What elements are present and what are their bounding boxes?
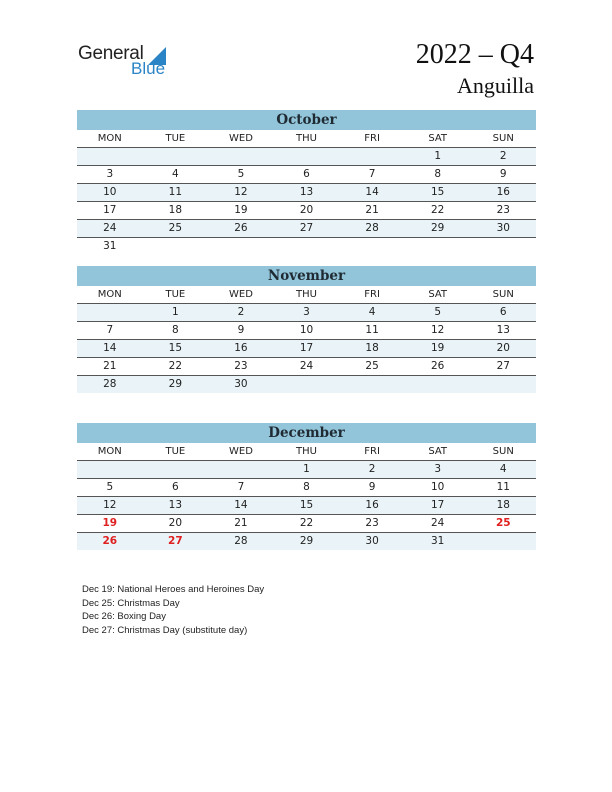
day-cell: 20 xyxy=(299,204,314,216)
day-cell: 12 xyxy=(234,186,248,198)
holiday-day-cell: 27 xyxy=(168,535,183,547)
day-cell xyxy=(339,148,405,165)
day-cell: 13 xyxy=(168,499,183,511)
day-cell: 19 xyxy=(430,342,445,354)
logo-blue-text: Blue xyxy=(131,59,166,78)
holiday-day-cell: 25 xyxy=(495,517,511,529)
day-cell: 11 xyxy=(496,481,510,493)
weekday-label: SUN xyxy=(492,133,514,144)
day-cell: 24 xyxy=(430,517,445,529)
day-cell: 21 xyxy=(234,517,248,529)
day-cell: 16 xyxy=(365,499,379,511)
week-row xyxy=(77,340,536,358)
holiday-item: Dec 27: Christmas Day (substitute day) xyxy=(82,624,248,636)
logo-triangle-icon xyxy=(148,47,166,65)
day-cell: 9 xyxy=(368,481,376,493)
day-cell: 13 xyxy=(496,324,510,336)
day-cell: 16 xyxy=(496,186,510,198)
day-cell: 22 xyxy=(430,204,445,216)
day-cell: 22 xyxy=(299,517,314,529)
logo xyxy=(78,41,178,81)
day-cell: 25 xyxy=(365,360,379,372)
day-cell: 18 xyxy=(365,342,379,354)
weekday-header-row xyxy=(77,130,536,148)
day-cell xyxy=(274,238,340,255)
day-cell: 8 xyxy=(303,481,310,493)
month-december xyxy=(77,423,536,550)
weekday-label: TUE xyxy=(165,289,186,300)
weekday-header-row xyxy=(77,443,536,461)
weekday-label: FRI xyxy=(364,289,380,300)
day-cell: 2 xyxy=(368,463,376,475)
day-cell: 5 xyxy=(106,481,114,493)
day-cell: 10 xyxy=(430,481,445,493)
day-cell: 31 xyxy=(103,240,117,252)
day-cell: 16 xyxy=(234,342,248,354)
holiday-list xyxy=(82,583,264,637)
weekday-label: TUE xyxy=(165,446,186,457)
week-row xyxy=(77,220,536,238)
day-cell: 22 xyxy=(168,360,183,372)
day-cell: 4 xyxy=(172,168,179,180)
holiday-day-cell: 26 xyxy=(102,535,118,547)
weekday-label: SAT xyxy=(428,133,448,144)
day-cell xyxy=(77,148,143,165)
weekday-label: THU xyxy=(296,289,317,300)
day-cell: 3 xyxy=(303,306,310,318)
day-cell: 23 xyxy=(234,360,248,372)
day-cell xyxy=(208,148,274,165)
day-cell: 12 xyxy=(103,499,117,511)
week-row xyxy=(77,148,536,166)
week-row xyxy=(77,238,536,255)
day-cell: 10 xyxy=(103,186,117,198)
day-cell xyxy=(143,461,209,478)
day-cell: 14 xyxy=(103,342,117,354)
weekday-label: FRI xyxy=(364,133,380,144)
day-cell: 15 xyxy=(299,499,314,511)
day-cell: 29 xyxy=(299,535,314,547)
day-cell: 11 xyxy=(365,324,379,336)
page-title: 2022 – Q4 xyxy=(415,39,534,70)
day-cell: 25 xyxy=(168,222,183,234)
day-cell: 21 xyxy=(103,360,117,372)
week-row xyxy=(77,461,536,479)
day-cell xyxy=(77,461,143,478)
day-cell: 12 xyxy=(430,324,445,336)
day-cell: 18 xyxy=(496,499,510,511)
day-cell xyxy=(470,376,536,393)
week-row xyxy=(77,479,536,497)
logo-general-text: General xyxy=(78,43,144,64)
day-cell: 18 xyxy=(168,204,183,216)
weekday-label: WED xyxy=(228,133,253,144)
day-cell xyxy=(274,376,340,393)
day-cell: 15 xyxy=(430,186,445,198)
week-row xyxy=(77,358,536,376)
day-cell: 28 xyxy=(103,378,117,390)
month-november xyxy=(77,266,536,393)
week-row xyxy=(77,202,536,220)
week-row xyxy=(77,322,536,340)
day-cell: 9 xyxy=(499,168,507,180)
month-header: October xyxy=(77,110,536,130)
day-cell: 30 xyxy=(234,378,248,390)
day-cell: 27 xyxy=(496,360,510,372)
day-cell xyxy=(143,148,209,165)
week-row xyxy=(77,166,536,184)
day-cell: 19 xyxy=(234,204,248,216)
weekday-label: THU xyxy=(296,446,317,457)
day-cell: 7 xyxy=(106,324,114,336)
weekday-label: WED xyxy=(228,446,253,457)
week-row xyxy=(77,184,536,202)
month-header: December xyxy=(77,423,536,443)
day-cell: 26 xyxy=(430,360,445,372)
page-subtitle: Anguilla xyxy=(457,73,534,98)
day-cell: 1 xyxy=(303,463,310,475)
weekday-label: SUN xyxy=(492,446,514,457)
day-cell xyxy=(405,238,471,255)
day-cell: 17 xyxy=(299,342,314,354)
day-cell: 4 xyxy=(368,306,376,318)
day-cell: 23 xyxy=(496,204,510,216)
day-cell: 28 xyxy=(365,222,379,234)
day-cell: 1 xyxy=(172,306,179,318)
day-cell xyxy=(470,533,536,550)
day-cell: 20 xyxy=(168,517,183,529)
day-cell: 4 xyxy=(499,463,507,475)
day-cell: 15 xyxy=(168,342,183,354)
day-cell xyxy=(470,238,536,255)
day-cell: 6 xyxy=(499,306,507,318)
weekday-label: TUE xyxy=(165,133,186,144)
week-row xyxy=(77,497,536,515)
day-cell: 29 xyxy=(430,222,445,234)
holiday-day-cell: 19 xyxy=(102,517,118,529)
day-cell: 24 xyxy=(103,222,117,234)
day-cell: 7 xyxy=(237,481,245,493)
weekday-label: SUN xyxy=(492,289,514,300)
day-cell xyxy=(143,238,209,255)
holiday-item: Dec 26: Boxing Day xyxy=(82,611,166,622)
week-row xyxy=(77,376,536,393)
day-cell: 17 xyxy=(103,204,117,216)
day-cell xyxy=(339,238,405,255)
day-cell: 14 xyxy=(234,499,248,511)
day-cell: 7 xyxy=(368,168,376,180)
day-cell: 17 xyxy=(430,499,445,511)
weekday-label: MON xyxy=(97,133,122,144)
month-header: November xyxy=(77,266,536,286)
day-cell: 24 xyxy=(299,360,314,372)
day-cell: 26 xyxy=(234,222,248,234)
day-cell: 27 xyxy=(299,222,314,234)
day-cell xyxy=(208,238,274,255)
day-cell: 2 xyxy=(237,306,245,318)
day-cell: 20 xyxy=(496,342,510,354)
week-row xyxy=(77,515,536,533)
day-cell xyxy=(339,376,405,393)
day-cell: 13 xyxy=(299,186,314,198)
weekday-label: SAT xyxy=(428,446,448,457)
day-cell: 9 xyxy=(237,324,245,336)
weekday-label: MON xyxy=(97,289,122,300)
weekday-label: WED xyxy=(228,289,253,300)
day-cell: 3 xyxy=(434,463,442,475)
day-cell: 1 xyxy=(434,150,442,162)
day-cell: 11 xyxy=(168,186,183,198)
day-cell: 23 xyxy=(365,517,379,529)
holiday-item: Dec 19: National Heroes and Heroines Day xyxy=(82,584,265,595)
day-cell: 3 xyxy=(106,168,114,180)
day-cell: 28 xyxy=(234,535,248,547)
day-cell: 5 xyxy=(434,306,442,318)
day-cell: 14 xyxy=(365,186,379,198)
day-cell: 6 xyxy=(172,481,179,493)
day-cell: 10 xyxy=(299,324,314,336)
day-cell xyxy=(77,304,143,321)
day-cell xyxy=(405,376,471,393)
day-cell: 5 xyxy=(237,168,245,180)
day-cell: 8 xyxy=(172,324,179,336)
week-row xyxy=(77,533,536,550)
day-cell: 30 xyxy=(496,222,510,234)
day-cell: 30 xyxy=(365,535,379,547)
day-cell: 2 xyxy=(499,150,507,162)
weekday-label: SAT xyxy=(428,289,448,300)
day-cell xyxy=(274,148,340,165)
weekday-label: THU xyxy=(296,133,317,144)
day-cell: 21 xyxy=(365,204,379,216)
holiday-item: Dec 25: Christmas Day xyxy=(82,597,180,609)
weekday-header-row xyxy=(77,286,536,304)
day-cell: 8 xyxy=(434,168,442,180)
month-october xyxy=(77,110,536,255)
day-cell: 29 xyxy=(168,378,183,390)
day-cell: 31 xyxy=(430,535,445,547)
weekday-label: MON xyxy=(97,446,122,457)
day-cell xyxy=(208,461,274,478)
weekday-label: FRI xyxy=(364,446,380,457)
week-row xyxy=(77,304,536,322)
day-cell: 6 xyxy=(303,168,310,180)
